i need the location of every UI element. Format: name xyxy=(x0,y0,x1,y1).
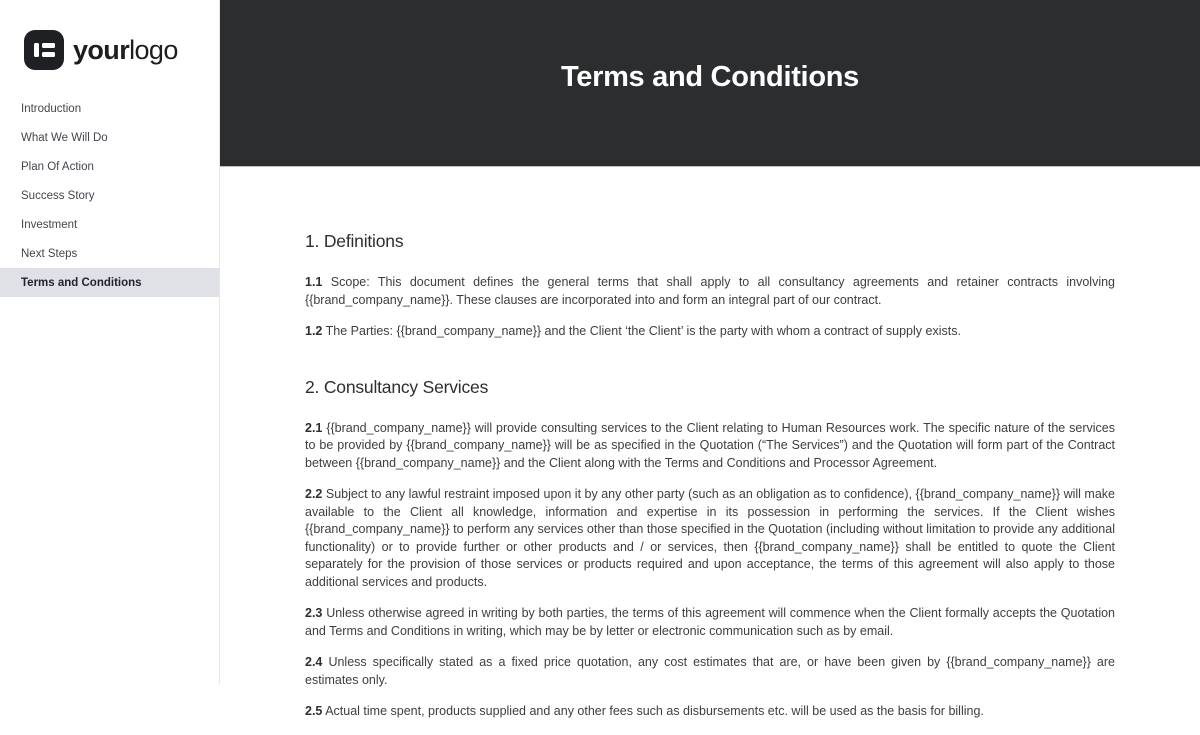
clause-text: Scope: This document defines the general terms that shall apply to all consultancy agreements and retainer contracts involving {{brand_company_name}}. These clauses are incorporated into and form an integral part of our contract. xyxy=(305,275,1115,307)
brand-logo xyxy=(0,0,219,70)
section-heading: 2. Consultancy Services xyxy=(305,376,489,397)
sidebar-item-label: What We Will Do xyxy=(21,131,108,144)
clause-text: Unless specifically stated as a fixed price quotation, any cost estimates that are, or have been given by {{brand_company_name}} are estimates only. xyxy=(305,655,1115,687)
clause-text: The Parties: {{brand_company_name}} and the Client ‘the Client’ is the party with whom a contract of supply exists. xyxy=(325,324,961,338)
section-definitions xyxy=(305,231,1115,341)
clause-text: Actual time spent, products supplied and any other fees such as disbursements etc. will be used as the basis for billing. xyxy=(325,704,984,718)
clause-number: 2.5 xyxy=(305,704,323,718)
sidebar-nav xyxy=(0,94,219,297)
page-title: Terms and Conditions xyxy=(561,60,859,93)
sidebar-item-label: Introduction xyxy=(21,102,82,115)
brand-name-light: logo xyxy=(129,34,178,65)
section-consultancy-services xyxy=(305,377,1115,721)
clause-paragraph xyxy=(305,323,1115,341)
sidebar-item-introduction[interactable] xyxy=(0,94,219,123)
clause-text: Unless otherwise agreed in writing by both parties, the terms of this agreement will commence when the Client formally accepts the Quotation and Terms and Conditions in writing, which may be by letter or electronic communication such as by email. xyxy=(305,606,1115,638)
sidebar-item-plan-of-action[interactable] xyxy=(0,152,219,181)
sidebar xyxy=(0,0,220,684)
sidebar-item-label: Success Story xyxy=(21,189,95,202)
sidebar-item-what-we-will-do[interactable] xyxy=(0,123,219,152)
clause-number: 1.2 xyxy=(305,324,323,338)
clause-number: 2.4 xyxy=(305,655,323,669)
clause-text: {{brand_company_name}} will provide consulting services to the Client relating to Human Resources work. The specific nature of the services to be provided by {{brand_company_name}} will be as specified in the Quotation (“The Services”) and the Quotation will form part of the Contract between {{brand_company_name}} and the Client along with the Terms and Conditions and Processor Agreement. xyxy=(305,420,1115,470)
section-heading: 1. Definitions xyxy=(305,231,404,251)
document-body xyxy=(220,166,1200,735)
main-panel xyxy=(220,0,1200,718)
clause-number: 1.1 xyxy=(305,275,323,289)
sidebar-item-label: Terms and Conditions xyxy=(21,276,142,289)
brand-logo-text xyxy=(73,35,178,66)
sidebar-item-investment[interactable] xyxy=(0,210,219,239)
sidebar-item-terms-and-conditions[interactable] xyxy=(0,268,219,297)
clause-paragraph xyxy=(305,654,1115,689)
brand-name-bold: your xyxy=(73,34,130,65)
page-header xyxy=(220,0,1200,166)
sidebar-item-next-steps[interactable] xyxy=(0,239,219,268)
clause-paragraph xyxy=(305,274,1115,309)
clause-paragraph xyxy=(305,605,1115,640)
clause-number: 2.1 xyxy=(305,420,323,435)
clause-paragraph xyxy=(305,420,1115,473)
layout-list-icon xyxy=(24,30,64,70)
clause-paragraph xyxy=(305,486,1115,591)
sidebar-item-label: Next Steps xyxy=(21,247,78,260)
sidebar-item-success-story[interactable] xyxy=(0,181,219,210)
sidebar-item-label: Plan Of Action xyxy=(21,160,94,173)
clause-number: 2.3 xyxy=(305,606,323,620)
clause-text: Subject to any lawful restraint imposed upon it by any other party (such as an obligation as to confidence), {{brand_company_name}} will make available to the Client all knowledge, information and expertise in its possession in performing the services. If the Client wishes {{brand_company_name}} to perform any services other than those specified in the Quotation (including without limitation to provide any additional functionality) or to provide further or other products and / or services, then {{brand_company_name}} shall be entitled to quote the Client separately for the provision of those services or products required and upon acceptance, the terms of this agreement will also apply to those additional services and products. xyxy=(305,487,1115,589)
sidebar-item-label: Investment xyxy=(21,218,78,231)
clause-number: 2.2 xyxy=(305,487,323,501)
clause-paragraph xyxy=(305,703,1115,721)
